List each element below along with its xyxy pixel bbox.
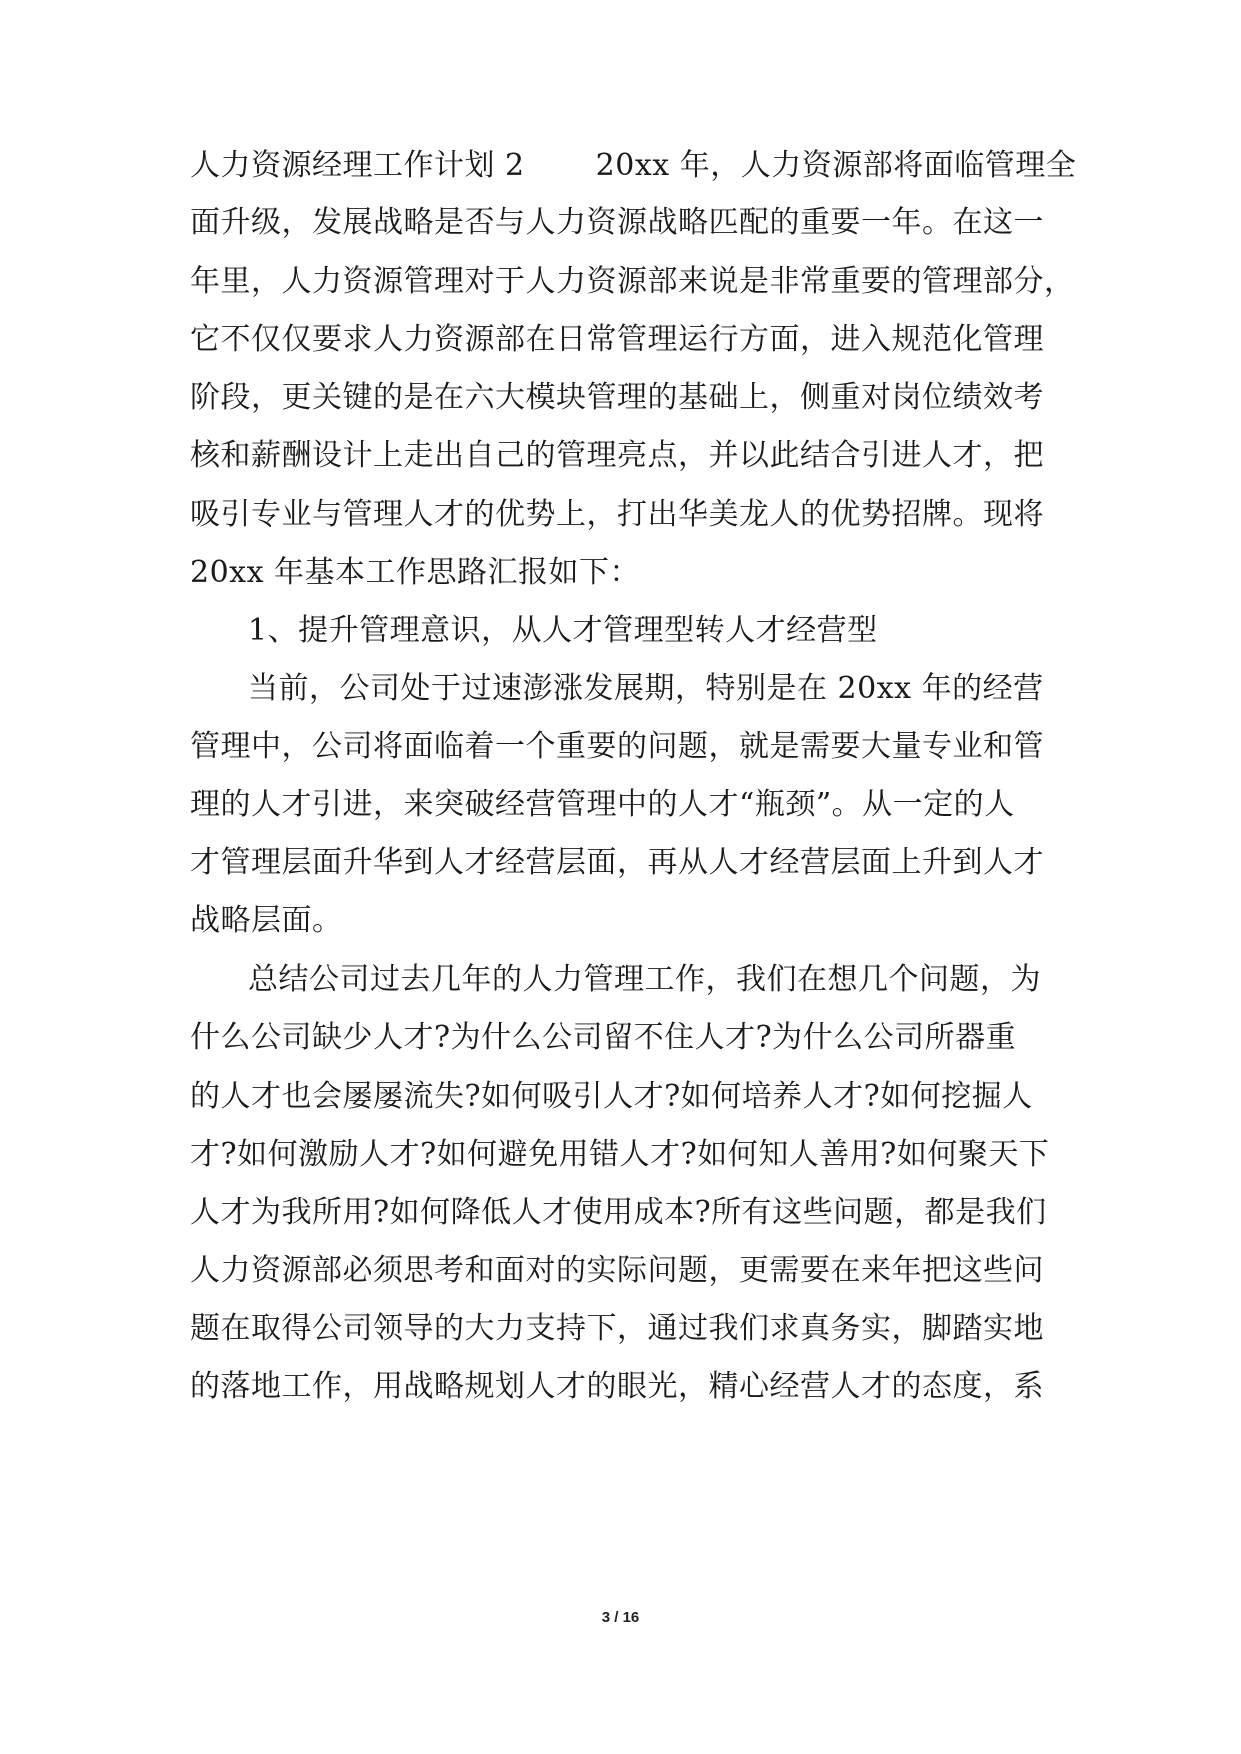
text-line: 管理中，公司将面临着一个重要的问题，就是需要大量专业和管 [190, 729, 1044, 764]
text-line: 年里，人力资源管理对于人力资源部来说是非常重要的管理部分， [190, 264, 1075, 299]
page-number: 3 / 16 [601, 1609, 640, 1626]
text-line: 20xx 年基本工作思路汇报如下： [190, 555, 641, 590]
text-line: 才?如何激励人才?如何避免用错人才?如何知人善用?如何聚天下 [190, 1137, 1050, 1172]
text-line: 核和薪酬设计上走出自己的管理亮点，并以此结合引进人才，把 [190, 438, 1044, 473]
text-line: 人力资源部必须思考和面对的实际问题，更需要在来年把这些问 [190, 1253, 1044, 1288]
paragraph-first-line: 当前，公司处于过速澎涨发展期，特别是在 20xx 年的经营 [248, 671, 1044, 706]
text-line: 面升级，发展战略是否与人力资源战略匹配的重要一年。在这一 [190, 205, 1044, 240]
text-line: 理的人才引进，来突破经营管理中的人才“瓶颈”。从一定的人 [190, 787, 1015, 822]
text-line: 人才为我所用?如何降低人才使用成本?所有这些问题，都是我们 [190, 1195, 1047, 1230]
section-heading: 1、提升管理意识，从人才管理型转人才经营型 [248, 613, 878, 648]
text-line: 什么公司缺少人才?为什么公司留不住人才?为什么公司所器重 [190, 1020, 1017, 1055]
paragraph-first-line: 总结公司过去几年的人力管理工作，我们在想几个问题，为 [248, 962, 1041, 997]
text-line: 题在取得公司领导的大力支持下，通过我们求真务实，脚踏实地 [190, 1311, 1044, 1346]
text-line: 战略层面。 [190, 903, 343, 938]
text-line: 吸引专业与管理人才的优势上，打出华美龙人的优势招牌。现将 [190, 497, 1044, 532]
text-line: 人力资源经理工作计划 2 20xx 年，人力资源部将面临管理全 [190, 148, 1077, 183]
text-line: 才管理层面升华到人才经营层面，再从人才经营层面上升到人才 [190, 845, 1044, 880]
text-line: 它不仅仅要求人力资源部在日常管理运行方面，进入规范化管理 [190, 322, 1044, 357]
text-line: 的人才也会屡屡流失?如何吸引人才?如何培养人才?如何挖掘人 [190, 1079, 1033, 1114]
text-line: 的落地工作，用战略规划人才的眼光，精心经营人才的态度，系 [190, 1369, 1044, 1404]
text-line: 阶段，更关键的是在六大模块管理的基础上，侧重对岗位绩效考 [190, 380, 1044, 415]
